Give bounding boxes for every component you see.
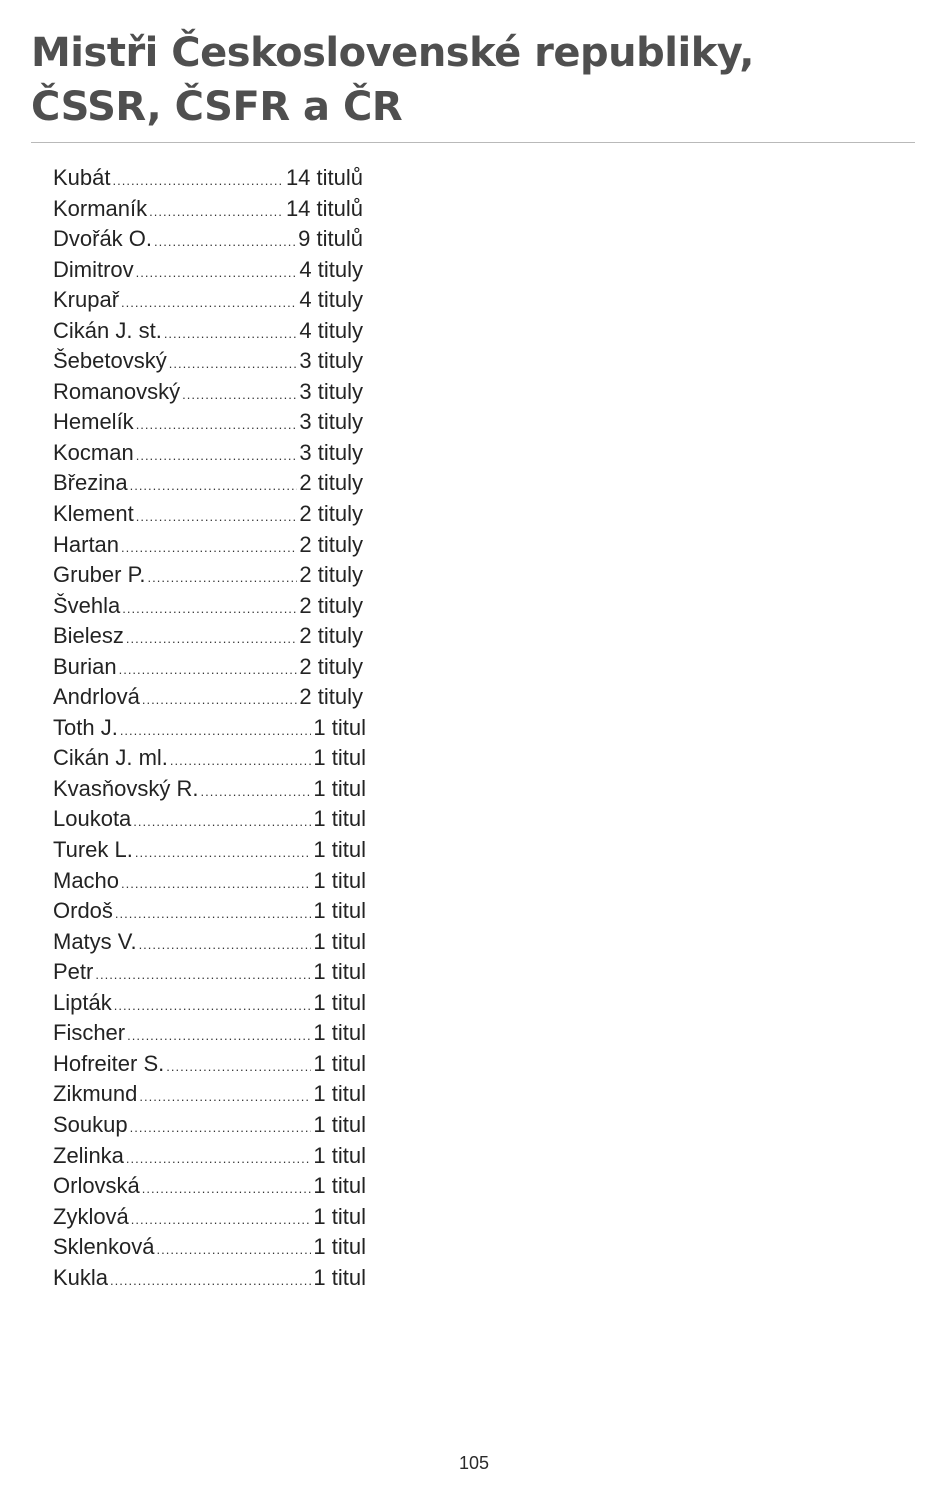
dot-leader [130, 471, 298, 501]
dot-leader [114, 991, 312, 1021]
entry-name: Lipták [53, 989, 112, 1015]
list-item [53, 927, 366, 958]
entry-count: 1 titul [313, 1111, 366, 1137]
entry-count: 1 titul [313, 1142, 366, 1168]
list-item [53, 468, 363, 499]
entry-count: 1 titul [313, 806, 366, 832]
entry-name: Zyklová [53, 1203, 129, 1229]
entry-count: 4 tituly [299, 317, 363, 343]
entry-name: Macho [53, 867, 120, 893]
list-item [53, 377, 363, 408]
dot-leader [201, 777, 312, 807]
dot-leader [136, 258, 298, 288]
entry-name: Cikán J. ml. [53, 745, 168, 771]
list-item [53, 591, 363, 622]
list-item [53, 194, 363, 225]
list-item [53, 285, 363, 316]
dot-leader [139, 1082, 311, 1112]
entry-name: Dimitrov [53, 256, 134, 282]
entry-name: Kubát [53, 165, 111, 190]
entry-name: Klement [53, 501, 134, 527]
entry-name: Matys V. [53, 928, 137, 954]
entry-name: Dvořák O. [53, 226, 153, 252]
entry-count: 2 tituly [299, 684, 363, 710]
entry-name: Zikmund [53, 1081, 138, 1107]
list-item [53, 1049, 366, 1080]
list-item [53, 560, 363, 591]
list-item [53, 988, 366, 1019]
list-item [53, 1171, 366, 1202]
entry-count: 1 titul [313, 1050, 366, 1076]
entry-name: Andrlová [53, 684, 140, 710]
dot-leader [142, 1174, 312, 1204]
dot-leader [170, 746, 311, 776]
entry-name: Romanovský [53, 378, 181, 404]
entry-name: Hofreiter S. [53, 1050, 165, 1076]
list-item [53, 316, 363, 347]
list-item [53, 407, 363, 438]
dot-leader [154, 227, 296, 257]
title-divider [31, 142, 915, 143]
entry-count: 1 titul [313, 1203, 366, 1229]
entry-count: 3 tituly [299, 348, 363, 374]
list-item [53, 713, 366, 744]
entry-name: Bielesz [53, 623, 124, 649]
entry-count: 14 titulů [285, 195, 363, 221]
entry-name: Kvasňovský R. [53, 775, 199, 801]
dot-leader [95, 960, 311, 990]
list-item [53, 346, 363, 377]
list-item [53, 957, 366, 988]
entry-name: Kukla [53, 1264, 109, 1290]
list-item [53, 530, 363, 561]
list-item [53, 652, 363, 683]
entry-count: 4 tituly [299, 256, 363, 282]
dot-leader [149, 197, 284, 227]
list-item [53, 621, 363, 652]
entry-count: 2 tituly [299, 562, 363, 588]
champions-list [53, 163, 366, 1293]
entry-name: Sklenková [53, 1234, 155, 1260]
entry-count: 1 titul [313, 1264, 366, 1290]
dot-leader [126, 1144, 311, 1174]
dot-leader [136, 502, 298, 532]
entry-name: Burian [53, 653, 117, 679]
dot-leader [131, 1205, 312, 1235]
entry-name: Turek L. [53, 837, 133, 863]
list-item [53, 224, 363, 255]
entry-count: 1 titul [313, 867, 366, 893]
entry-count: 1 titul [313, 1234, 366, 1260]
dot-leader [119, 655, 298, 685]
entry-count: 3 tituly [299, 409, 363, 435]
dot-leader [115, 899, 311, 929]
dot-leader [110, 1266, 311, 1296]
list-item [53, 1079, 366, 1110]
entry-name: Krupař [53, 287, 120, 313]
entry-count: 1 titul [313, 1020, 366, 1046]
page-title-line-1: Mistři Československé republiky, [31, 30, 754, 76]
list-item [53, 1018, 366, 1049]
list-item [53, 774, 366, 805]
dot-leader [127, 1021, 311, 1051]
entry-name: Orlovská [53, 1173, 140, 1199]
entry-count: 2 tituly [299, 623, 363, 649]
entry-count: 1 titul [313, 745, 366, 771]
dot-leader [182, 380, 297, 410]
list-item [53, 1141, 366, 1172]
dot-leader [113, 166, 284, 196]
dot-leader [126, 624, 297, 654]
entry-name: Hemelík [53, 409, 134, 435]
entry-name: Loukota [53, 806, 132, 832]
list-item [53, 1263, 366, 1294]
list-item [53, 438, 363, 469]
list-item [53, 255, 363, 286]
dot-leader [133, 807, 311, 837]
entry-name: Hartan [53, 531, 120, 557]
entry-count: 3 tituly [299, 439, 363, 465]
entry-name: Petr [53, 959, 94, 985]
entry-count: 2 tituly [299, 592, 363, 618]
dot-leader [130, 1113, 312, 1143]
entry-count: 2 tituly [299, 470, 363, 496]
entry-count: 1 titul [313, 898, 366, 924]
entry-name: Gruber P. [53, 562, 146, 588]
entry-count: 4 tituly [299, 287, 363, 313]
entry-count: 9 titulů [298, 226, 363, 252]
entry-name: Toth J. [53, 714, 118, 740]
dot-leader [164, 319, 298, 349]
dot-leader [122, 594, 297, 624]
entry-name: Kocman [53, 439, 134, 465]
dot-leader [139, 930, 312, 960]
entry-name: Cikán J. st. [53, 317, 162, 343]
entry-count: 1 titul [313, 928, 366, 954]
entry-count: 1 titul [313, 1081, 366, 1107]
list-item [53, 163, 363, 194]
dot-leader [142, 685, 298, 715]
list-item [53, 835, 366, 866]
list-item [53, 896, 366, 927]
dot-leader [121, 869, 311, 899]
entry-count: 2 tituly [299, 653, 363, 679]
entry-name: Soukup [53, 1111, 128, 1137]
entry-name: Ordoš [53, 898, 113, 924]
entry-name: Březina [53, 470, 128, 496]
entry-count: 3 tituly [299, 378, 363, 404]
entry-count: 2 tituly [299, 501, 363, 527]
page-title-line-2: ČSSR, ČSFR a ČR [31, 84, 403, 130]
entry-count: 1 titul [313, 775, 366, 801]
page-title [31, 26, 754, 134]
entry-count: 2 tituly [299, 531, 363, 557]
dot-leader [120, 716, 312, 746]
page-number: 105 [458, 1453, 490, 1473]
list-item [53, 1202, 366, 1233]
list-item [53, 1110, 366, 1141]
entry-count: 1 titul [313, 989, 366, 1015]
entry-name: Kormaník [53, 195, 148, 221]
entry-name: Zelinka [53, 1142, 124, 1168]
dot-leader [121, 533, 297, 563]
dot-leader [157, 1235, 312, 1265]
entry-count: 1 titul [313, 959, 366, 985]
entry-name: Švehla [53, 592, 121, 618]
entry-count: 1 titul [313, 837, 366, 863]
list-item [53, 866, 366, 897]
dot-leader [121, 288, 297, 318]
dot-leader [135, 838, 312, 868]
entry-count: 1 titul [313, 714, 366, 740]
list-item [53, 804, 366, 835]
list-item [53, 499, 363, 530]
dot-leader [166, 1052, 311, 1082]
dot-leader [148, 563, 298, 593]
dot-leader [169, 349, 298, 379]
list-item [53, 682, 363, 713]
entry-name: Šebetovský [53, 348, 167, 374]
entry-name: Fischer [53, 1020, 126, 1046]
dot-leader [136, 410, 298, 440]
list-item [53, 1232, 366, 1263]
list-item [53, 743, 366, 774]
entry-count: 14 titulů [285, 165, 363, 190]
dot-leader [136, 441, 298, 471]
entry-count: 1 titul [313, 1173, 366, 1199]
